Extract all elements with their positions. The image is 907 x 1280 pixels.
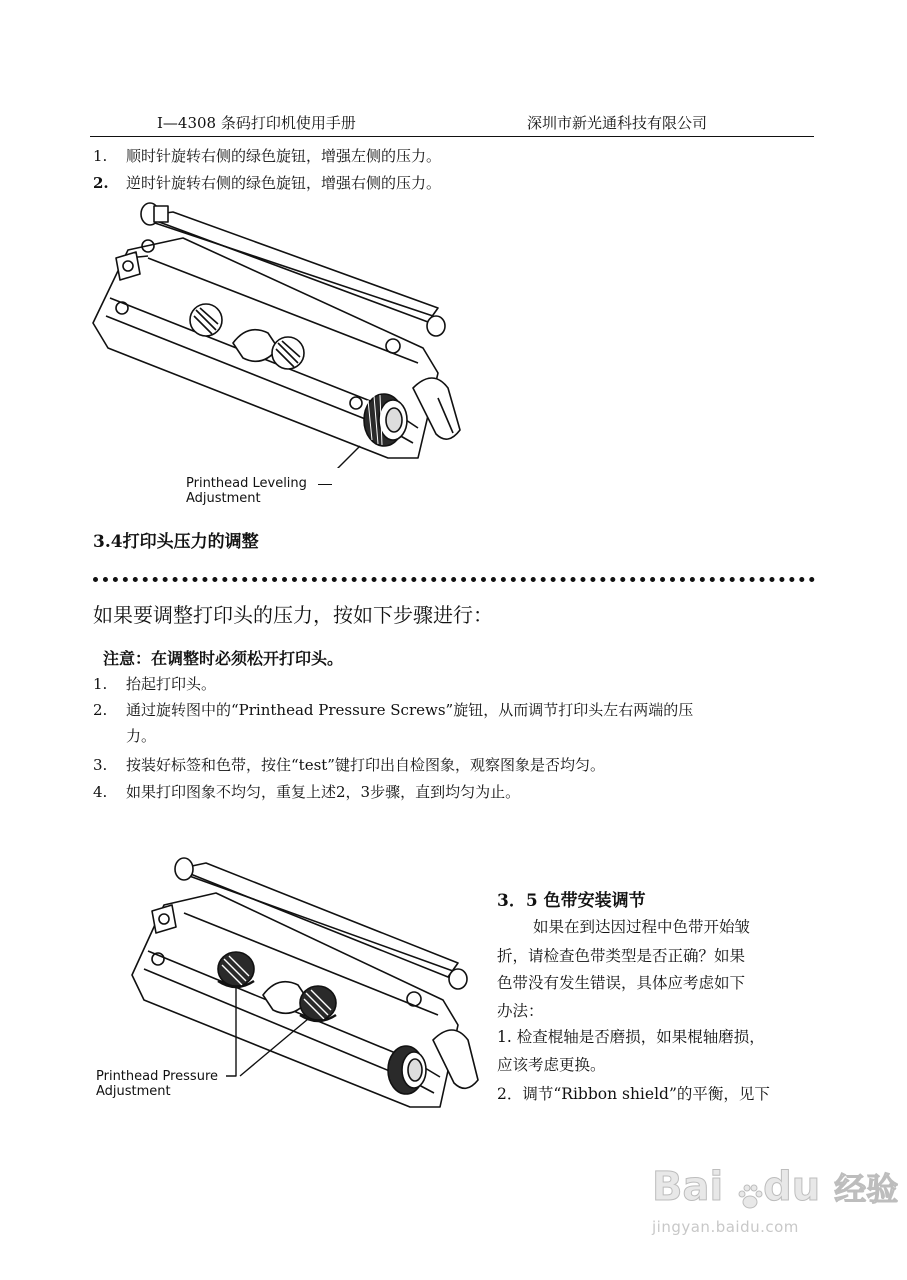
pressure-step-2: 2. 通过旋转图中的“Printhead Pressure Screws”旋钮，从而调节打印头左右两端的压 [93,701,694,719]
header-divider [90,136,814,137]
section-3-4-title: 3.4打印头压力的调整 [93,532,259,552]
header-company: 深圳市新光通科技有限公司 [527,114,708,132]
section-3-5-line-2: 折，请检查色带类型是否正确？如果 [497,947,746,965]
section-3-5-title: 3．5 色带安装调节 [497,891,646,911]
pressure-step-1: 1. 抬起打印头。 [93,675,217,693]
pressure-step-2-cont: 力。 [126,727,157,745]
watermark-brand-jingyan: 经验 [834,1170,899,1208]
pressure-step-4: 4. 如果打印图象不均匀，重复上述2，3步骤，直到均匀为止。 [93,783,521,801]
section-3-5-line-3: 色带没有发生错误，具体应考虑如下 [497,974,746,992]
section-3-5-line-6: 应该考虑更换。 [497,1056,606,1074]
figure2-caption: Printhead Pressure Adjustment [96,1069,219,1099]
section-3-5-line-7: 2．调节“Ribbon shield”的平衡，见下 [497,1085,770,1103]
header-manual-title: I—4308 条码打印机使用手册 [157,114,356,132]
section-3-5-line-4: 办法： [497,1002,544,1020]
baidu-jingyan-watermark [652,1150,899,1250]
paw-icon [737,1175,763,1203]
leveling-step-2: 2. 逆时针旋转右侧的绿色旋钮，增强右侧的压力。 [93,174,442,192]
section-3-5-line-1: 如果在到达因过程中色带开始皱 [533,918,751,936]
dotted-divider [93,577,815,582]
section-3-4-note: 注意：在调整时必须松开打印头。 [103,649,344,668]
watermark-url: jingyan.baidu.com [652,1218,799,1236]
figure1-caption-leader [318,484,332,485]
figure1-caption: Printhead Leveling Adjustment [186,476,307,506]
watermark-brand-du: du [763,1164,821,1210]
watermark-brand-bai: Bai [652,1164,724,1210]
printhead-leveling-illustration [88,198,478,468]
section-3-5-line-5: 1. 检查棍轴是否磨损，如果棍轴磨损， [497,1028,765,1046]
pressure-step-3: 3. 按装好标签和色带，按住“test”键打印出自检图象，观察图象是否均匀。 [93,756,605,774]
section-3-4-intro: 如果要调整打印头的压力，按如下步骤进行： [93,603,493,627]
leveling-step-1: 1. 顺时针旋转右侧的绿色旋钮，增强左侧的压力。 [93,147,442,165]
